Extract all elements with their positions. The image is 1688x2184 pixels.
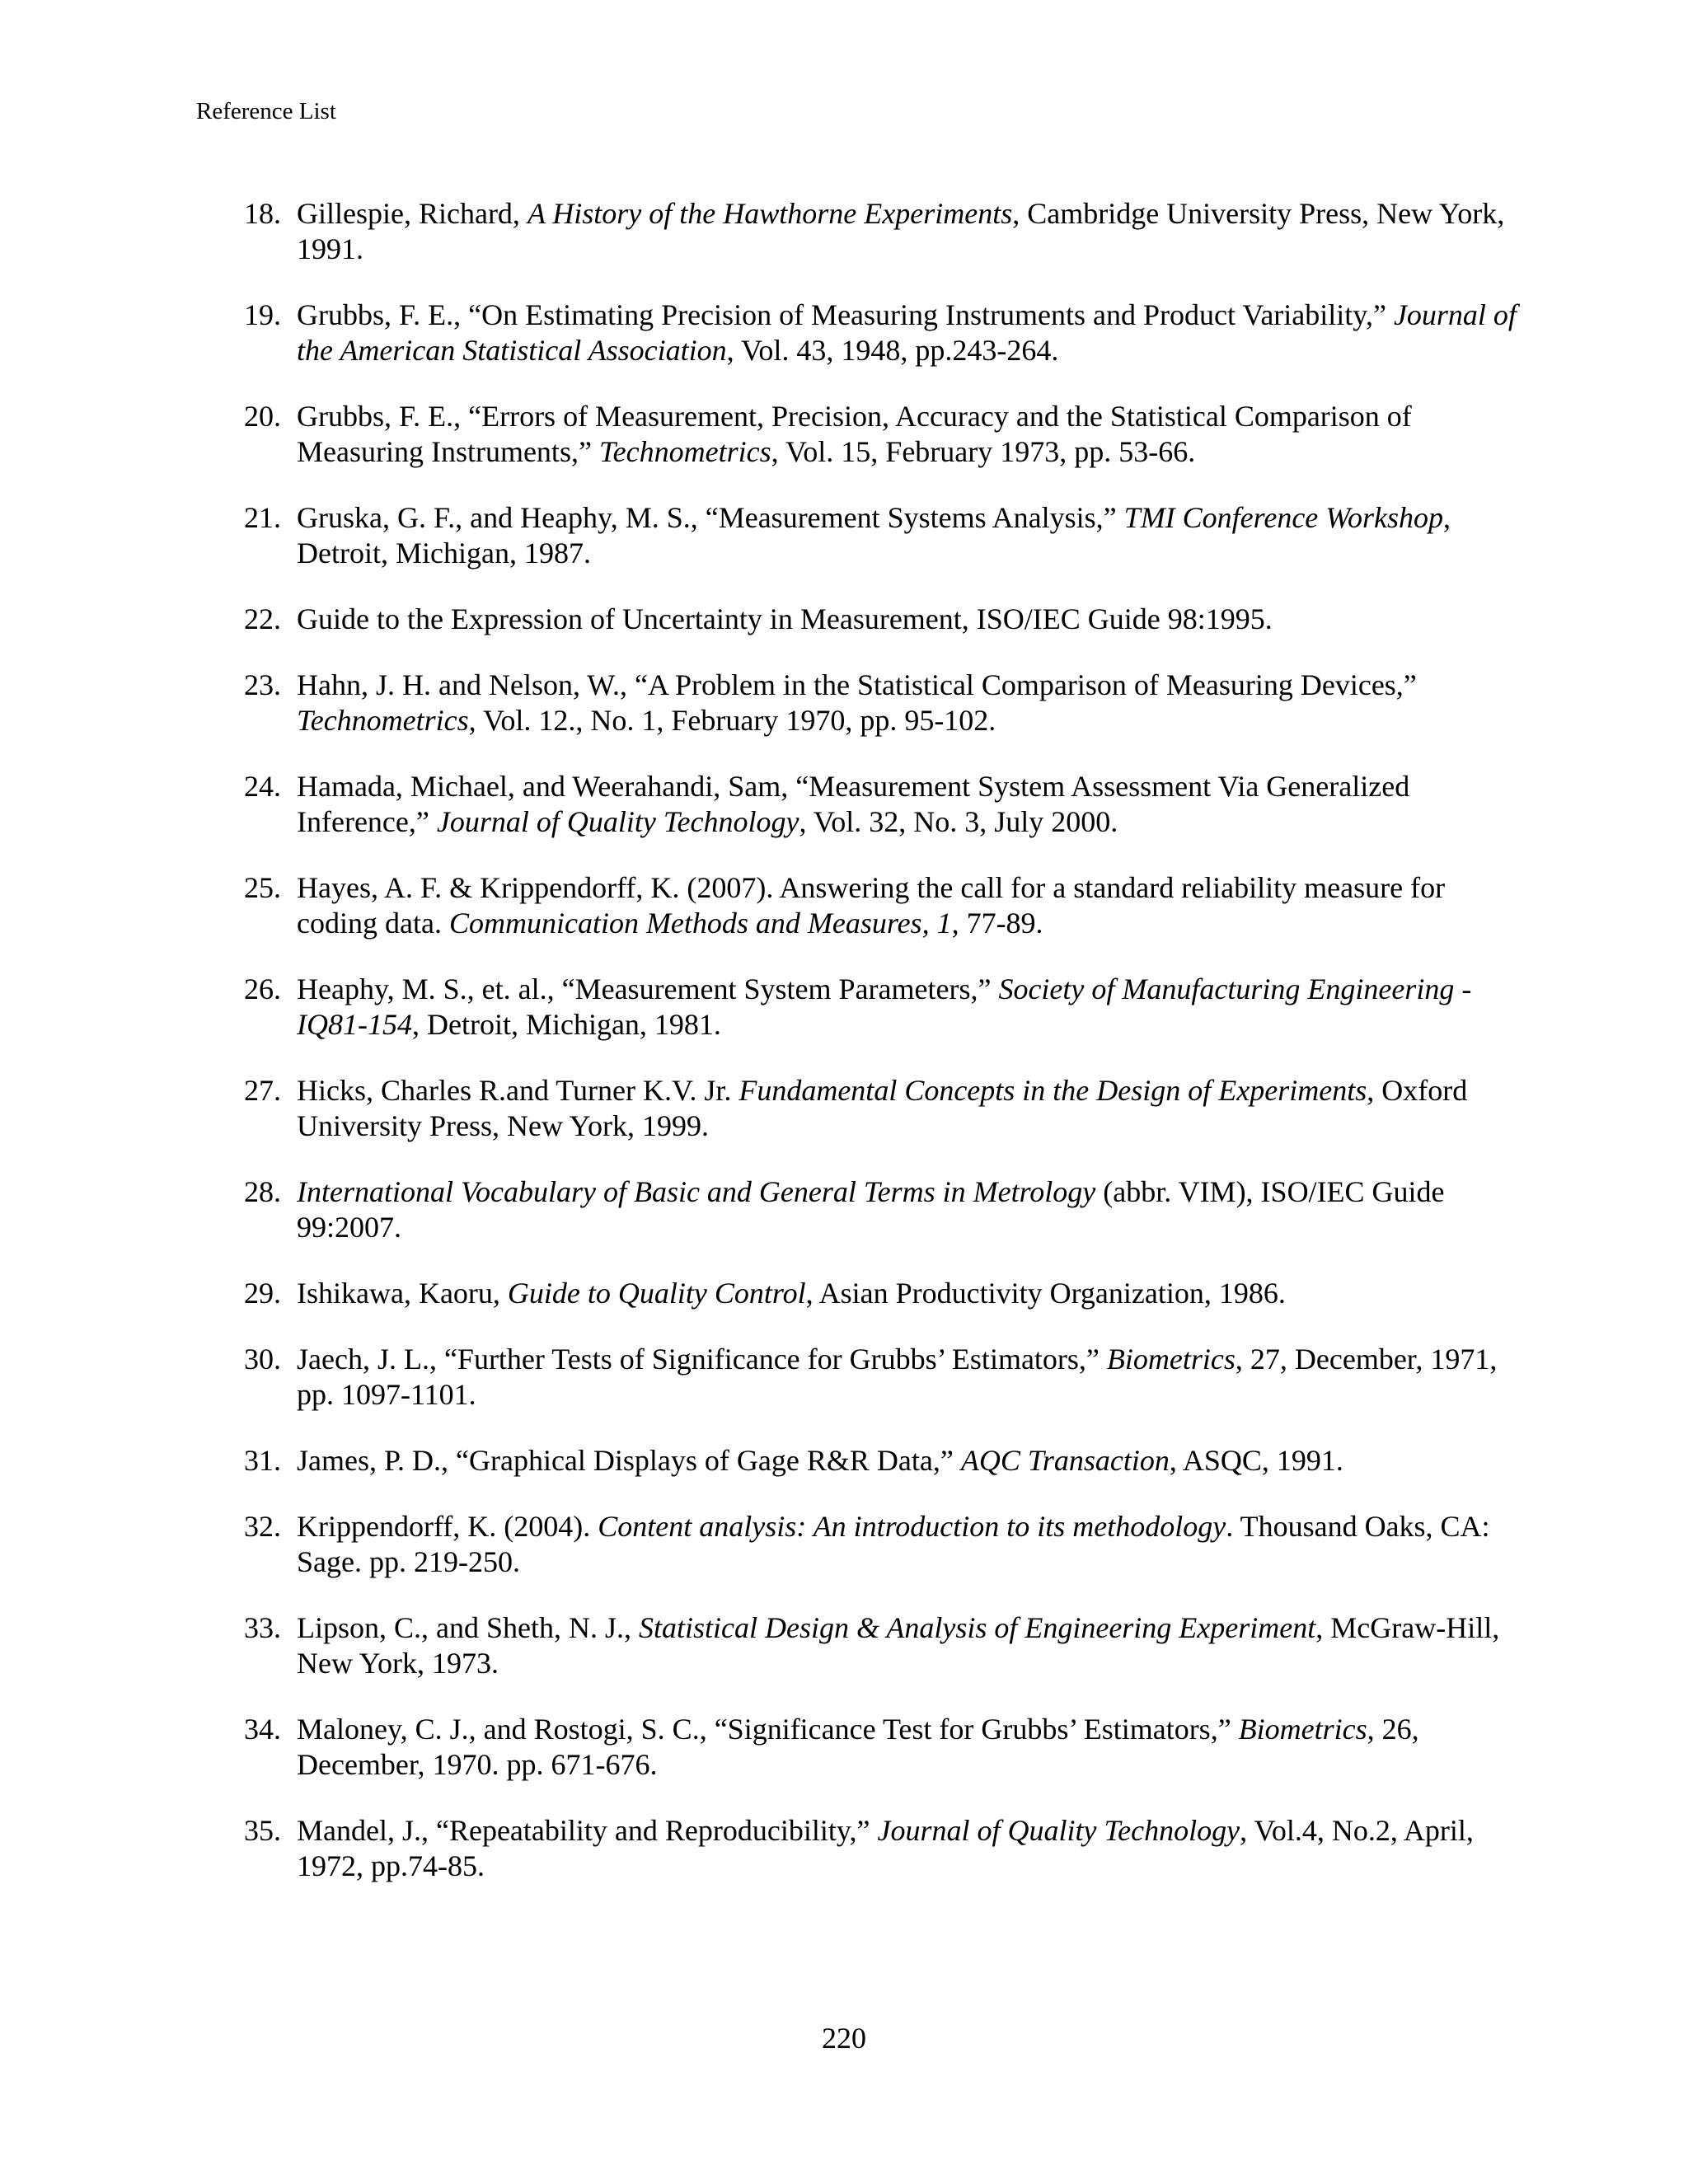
reference-text-segment: Maloney, C. J., and Rostogi, S. C., “Significance Test for Grubbs’ Estimators,” bbox=[297, 1713, 1239, 1746]
reference-text bbox=[297, 500, 1530, 571]
reference-text-segment: Grubbs, F. E., “On Estimating Precision of Measuring Instruments and Product Variability,” bbox=[297, 298, 1394, 331]
reference-text-segment: , Vol.4, No.2, April, 1972, pp.74-85. bbox=[297, 1814, 1474, 1882]
reference-title-italic: Guide to Quality Control bbox=[507, 1277, 806, 1310]
reference-text bbox=[297, 1712, 1530, 1783]
page-number: 220 bbox=[822, 2022, 866, 2055]
reference-title-italic: Statistical Design & Analysis of Engineering Experiment bbox=[639, 1611, 1316, 1644]
reference-item bbox=[244, 1174, 1530, 1245]
reference-text-segment: Krippendorff, K. (2004). bbox=[297, 1510, 598, 1543]
reference-number: 34. bbox=[244, 1713, 281, 1746]
reference-text-segment: , Oxford University Press, New York, 1999. bbox=[297, 1074, 1468, 1142]
reference-item bbox=[244, 399, 1530, 470]
reference-text bbox=[297, 602, 1530, 637]
reference-text bbox=[297, 668, 1530, 738]
reference-text bbox=[297, 1073, 1530, 1144]
reference-item bbox=[244, 1712, 1530, 1783]
reference-text bbox=[297, 1342, 1530, 1413]
reference-text-segment: Hahn, J. H. and Nelson, W., “A Problem in the Statistical Comparison of Measuring Devices,” bbox=[297, 668, 1417, 701]
reference-title-italic: Journal of Quality Technology bbox=[436, 805, 799, 838]
reference-text-segment: Ishikawa, Kaoru, bbox=[297, 1277, 508, 1310]
reference-title-italic: Communication Methods and Measures, 1 bbox=[448, 907, 952, 940]
reference-text-segment: Hamada, Michael, and Weerahandi, Sam, “Measurement System Assessment Via Generalized Inference,” bbox=[297, 770, 1410, 838]
reference-number: 27. bbox=[244, 1074, 281, 1107]
reference-item bbox=[244, 1276, 1530, 1311]
reference-title-italic: Content analysis: An introduction to its methodology bbox=[598, 1510, 1226, 1543]
reference-text-segment: , Cambridge University Press, New York, 1991. bbox=[297, 197, 1505, 265]
reference-number: 35. bbox=[244, 1814, 281, 1847]
reference-item bbox=[244, 1813, 1530, 1884]
reference-text-segment: Hicks, Charles R.and Turner K.V. Jr. bbox=[297, 1074, 739, 1107]
reference-number: 32. bbox=[244, 1510, 281, 1543]
reference-number: 31. bbox=[244, 1444, 281, 1477]
reference-text bbox=[297, 769, 1530, 840]
reference-number: 19. bbox=[244, 298, 281, 331]
reference-text-segment: Jaech, J. L., “Further Tests of Significance for Grubbs’ Estimators,” bbox=[297, 1343, 1107, 1376]
reference-item bbox=[244, 1509, 1530, 1580]
reference-item bbox=[244, 972, 1530, 1043]
reference-text-segment: , McGraw-Hill, New York, 1973. bbox=[297, 1611, 1500, 1680]
reference-item bbox=[244, 500, 1530, 571]
reference-title-italic: TMI Conference Workshop bbox=[1123, 501, 1443, 534]
reference-title-italic: International Vocabulary of Basic and General Terms in Metrology bbox=[297, 1175, 1096, 1208]
reference-item bbox=[244, 1342, 1530, 1413]
reference-text-segment: , Vol. 12., No. 1, February 1970, pp. 95-102. bbox=[468, 704, 996, 737]
running-header: Reference List bbox=[196, 98, 336, 124]
reference-number: 26. bbox=[244, 972, 281, 1005]
reference-text bbox=[297, 1174, 1530, 1245]
reference-text-segment: , 27, December, 1971, pp. 1097-1101. bbox=[297, 1343, 1498, 1411]
reference-number: 23. bbox=[244, 668, 281, 701]
reference-text bbox=[297, 1443, 1530, 1479]
reference-title-italic: Journal of Quality Technology bbox=[877, 1814, 1240, 1847]
reference-number: 22. bbox=[244, 602, 281, 635]
reference-text bbox=[297, 1509, 1530, 1580]
reference-text-segment: James, P. D., “Graphical Displays of Gage R&R Data,” bbox=[297, 1444, 961, 1477]
reference-number: 30. bbox=[244, 1343, 281, 1376]
reference-number: 20. bbox=[244, 400, 281, 433]
reference-number: 24. bbox=[244, 770, 281, 803]
reference-text bbox=[297, 298, 1530, 368]
reference-text bbox=[297, 972, 1530, 1043]
reference-text-segment: , Vol. 32, No. 3, July 2000. bbox=[799, 805, 1118, 838]
reference-text-segment: Lipson, C., and Sheth, N. J., bbox=[297, 1611, 640, 1644]
reference-text bbox=[297, 196, 1530, 267]
reference-text-segment: . Thousand Oaks, CA: Sage. pp. 219-250. bbox=[297, 1510, 1490, 1578]
reference-item bbox=[244, 298, 1530, 368]
reference-text-segment: Mandel, J., “Repeatability and Reproducibility,” bbox=[297, 1814, 878, 1847]
reference-number: 33. bbox=[244, 1611, 281, 1644]
reference-text-segment: Grubbs, F. E., “Errors of Measurement, Precision, Accuracy and the Statistical Comparison of Measuring Instruments,” bbox=[297, 400, 1412, 468]
reference-text bbox=[297, 399, 1530, 470]
reference-text-segment: , Vol. 15, February 1973, pp. 53-66. bbox=[771, 435, 1196, 468]
reference-text-segment: (abbr. VIM), ISO/IEC Guide 99:2007. bbox=[297, 1175, 1445, 1244]
reference-text-segment: , Detroit, Michigan, 1987. bbox=[297, 501, 1451, 569]
reference-title-italic: Technometrics bbox=[297, 704, 469, 737]
reference-title-italic: AQC Transaction bbox=[960, 1444, 1170, 1477]
reference-text-segment: Gruska, G. F., and Heaphy, M. S., “Measurement Systems Analysis,” bbox=[297, 501, 1124, 534]
reference-title-italic: Society of Manufacturing Engineering -IQ81-154 bbox=[297, 972, 1472, 1041]
reference-title-italic: Technometrics bbox=[598, 435, 771, 468]
reference-item bbox=[244, 1073, 1530, 1144]
reference-item bbox=[244, 1443, 1530, 1479]
reference-item bbox=[244, 870, 1530, 941]
reference-text-segment: , ASQC, 1991. bbox=[1169, 1444, 1343, 1477]
reference-text-segment: , Vol. 43, 1948, pp.243-264. bbox=[726, 334, 1059, 367]
reference-title-italic: Fundamental Concepts in the Design of Experiments bbox=[738, 1074, 1367, 1107]
reference-number: 18. bbox=[244, 197, 281, 230]
reference-number: 28. bbox=[244, 1175, 281, 1208]
reference-text bbox=[297, 870, 1530, 941]
reference-number: 21. bbox=[244, 501, 281, 534]
reference-item bbox=[244, 1610, 1530, 1681]
reference-item bbox=[244, 769, 1530, 840]
reference-item bbox=[244, 196, 1530, 267]
reference-text bbox=[297, 1610, 1530, 1681]
reference-text-segment: Guide to the Expression of Uncertainty in Measurement, ISO/IEC Guide 98:1995. bbox=[297, 602, 1273, 635]
reference-text-segment: Heaphy, M. S., et. al., “Measurement System Parameters,” bbox=[297, 972, 999, 1005]
reference-text-segment: , Asian Productivity Organization, 1986. bbox=[805, 1277, 1286, 1310]
reference-text-segment: , 26, December, 1970. pp. 671-676. bbox=[297, 1713, 1419, 1781]
reference-number: 29. bbox=[244, 1277, 281, 1310]
reference-text-segment: Hayes, A. F. & Krippendorff, K. (2007). Answering the call for a standard reliability measure for coding data. bbox=[297, 871, 1446, 940]
reference-text-segment: Gillespie, Richard, bbox=[297, 197, 528, 230]
reference-text-segment: , Detroit, Michigan, 1981. bbox=[411, 1008, 721, 1041]
reference-number: 25. bbox=[244, 871, 281, 904]
reference-title-italic: Biometrics bbox=[1106, 1343, 1236, 1376]
reference-text-segment: , 77-89. bbox=[951, 907, 1043, 940]
reference-text bbox=[297, 1813, 1530, 1884]
reference-text bbox=[297, 1276, 1530, 1311]
reference-item bbox=[244, 602, 1530, 637]
reference-title-italic: A History of the Hawthorne Experiments bbox=[527, 197, 1013, 230]
reference-item bbox=[244, 668, 1530, 738]
reference-list bbox=[244, 196, 1530, 1915]
reference-title-italic: Journal of the American Statistical Association bbox=[297, 298, 1517, 367]
reference-title-italic: Biometrics bbox=[1238, 1713, 1367, 1746]
